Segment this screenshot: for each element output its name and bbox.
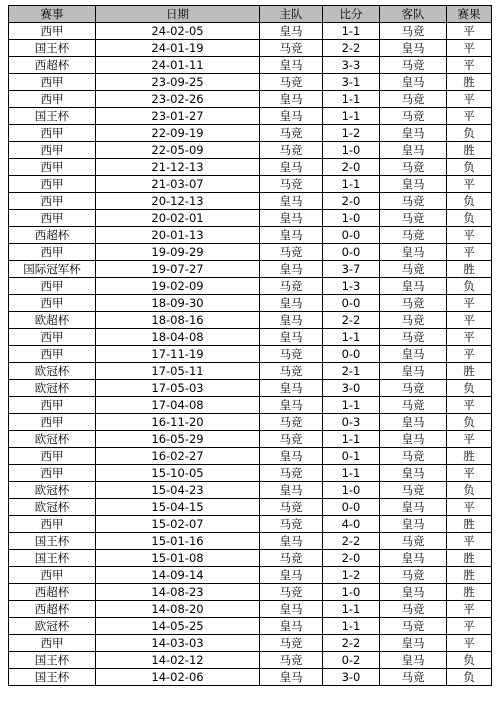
away-team-cell: 皇马: [380, 244, 447, 261]
table-row: [9, 652, 492, 669]
date-cell: 15-01-08: [96, 550, 260, 567]
away-team-cell: 皇马: [380, 363, 447, 380]
competition-cell: 西甲: [9, 329, 96, 346]
home-team-cell: 皇马: [260, 227, 323, 244]
result-cell: 平: [447, 108, 492, 125]
home-team-cell: 马竞: [260, 635, 323, 652]
home-team-cell: 马竞: [260, 74, 323, 91]
result-cell: 负: [447, 210, 492, 227]
table-body: [9, 23, 492, 686]
table-row: [9, 91, 492, 108]
result-cell: 负: [447, 380, 492, 397]
score-cell: 1-1: [323, 465, 380, 482]
date-cell: 14-02-12: [96, 652, 260, 669]
result-cell: 平: [447, 499, 492, 516]
table-row: [9, 227, 492, 244]
competition-cell: 西甲: [9, 159, 96, 176]
away-team-cell: 皇马: [380, 40, 447, 57]
competition-cell: 西甲: [9, 244, 96, 261]
competition-cell: 国际冠军杯: [9, 261, 96, 278]
table-row: [9, 329, 492, 346]
date-cell: 14-02-06: [96, 669, 260, 686]
score-cell: 3-1: [323, 74, 380, 91]
result-cell: 胜: [447, 448, 492, 465]
table-row: [9, 159, 492, 176]
result-cell: 平: [447, 57, 492, 74]
away-team-cell: 皇马: [380, 550, 447, 567]
header-home-team: 主队: [260, 6, 323, 23]
table-row: [9, 346, 492, 363]
score-cell: 1-1: [323, 397, 380, 414]
result-cell: 平: [447, 635, 492, 652]
date-cell: 15-04-15: [96, 499, 260, 516]
score-cell: 1-1: [323, 431, 380, 448]
away-team-cell: 皇马: [380, 414, 447, 431]
date-cell: 17-05-03: [96, 380, 260, 397]
competition-cell: 西超杯: [9, 601, 96, 618]
away-team-cell: 马竞: [380, 91, 447, 108]
home-team-cell: 皇马: [260, 210, 323, 227]
table-row: [9, 108, 492, 125]
header-away-team: 客队: [380, 6, 447, 23]
away-team-cell: 马竞: [380, 193, 447, 210]
competition-cell: 西甲: [9, 295, 96, 312]
score-cell: 3-7: [323, 261, 380, 278]
competition-cell: 西甲: [9, 125, 96, 142]
competition-cell: 欧冠杯: [9, 618, 96, 635]
table-row: [9, 295, 492, 312]
result-cell: 平: [447, 346, 492, 363]
date-cell: 17-04-08: [96, 397, 260, 414]
competition-cell: 欧冠杯: [9, 482, 96, 499]
table-row: [9, 312, 492, 329]
competition-cell: 西甲: [9, 516, 96, 533]
competition-cell: 国王杯: [9, 108, 96, 125]
competition-cell: 国王杯: [9, 669, 96, 686]
away-team-cell: 马竞: [380, 57, 447, 74]
home-team-cell: 皇马: [260, 91, 323, 108]
date-cell: 15-10-05: [96, 465, 260, 482]
date-cell: 17-05-11: [96, 363, 260, 380]
result-cell: 胜: [447, 516, 492, 533]
score-cell: 0-0: [323, 295, 380, 312]
home-team-cell: 马竞: [260, 244, 323, 261]
result-cell: 平: [447, 23, 492, 40]
home-team-cell: 皇马: [260, 329, 323, 346]
result-cell: 胜: [447, 550, 492, 567]
table-row: [9, 584, 492, 601]
score-cell: 2-2: [323, 40, 380, 57]
result-cell: 平: [447, 533, 492, 550]
result-cell: 负: [447, 652, 492, 669]
date-cell: 17-11-19: [96, 346, 260, 363]
table-row: [9, 482, 492, 499]
competition-cell: 西甲: [9, 448, 96, 465]
away-team-cell: 皇马: [380, 431, 447, 448]
table-row: [9, 465, 492, 482]
competition-cell: 国王杯: [9, 533, 96, 550]
away-team-cell: 皇马: [380, 652, 447, 669]
home-team-cell: 马竞: [260, 40, 323, 57]
home-team-cell: 马竞: [260, 142, 323, 159]
date-cell: 22-09-19: [96, 125, 260, 142]
result-cell: 平: [447, 176, 492, 193]
home-team-cell: 马竞: [260, 363, 323, 380]
home-team-cell: 皇马: [260, 397, 323, 414]
home-team-cell: 马竞: [260, 652, 323, 669]
home-team-cell: 马竞: [260, 176, 323, 193]
home-team-cell: 皇马: [260, 159, 323, 176]
home-team-cell: 马竞: [260, 499, 323, 516]
score-cell: 1-2: [323, 125, 380, 142]
date-cell: 20-01-13: [96, 227, 260, 244]
score-cell: 0-0: [323, 227, 380, 244]
away-team-cell: 皇马: [380, 142, 447, 159]
score-cell: 0-1: [323, 448, 380, 465]
score-cell: 1-0: [323, 210, 380, 227]
date-cell: 22-05-09: [96, 142, 260, 159]
home-team-cell: 马竞: [260, 431, 323, 448]
score-cell: 0-2: [323, 652, 380, 669]
date-cell: 16-05-29: [96, 431, 260, 448]
competition-cell: 西甲: [9, 346, 96, 363]
competition-cell: 欧冠杯: [9, 380, 96, 397]
competition-cell: 西甲: [9, 176, 96, 193]
date-cell: 19-07-27: [96, 261, 260, 278]
result-cell: 负: [447, 669, 492, 686]
away-team-cell: 马竞: [380, 312, 447, 329]
score-cell: 3-3: [323, 57, 380, 74]
competition-cell: 西甲: [9, 397, 96, 414]
table-row: [9, 363, 492, 380]
competition-cell: 西甲: [9, 567, 96, 584]
score-cell: 2-0: [323, 550, 380, 567]
score-cell: 2-0: [323, 159, 380, 176]
score-cell: 1-1: [323, 618, 380, 635]
away-team-cell: 马竞: [380, 448, 447, 465]
away-team-cell: 马竞: [380, 533, 447, 550]
home-team-cell: 马竞: [260, 465, 323, 482]
away-team-cell: 皇马: [380, 499, 447, 516]
competition-cell: 国王杯: [9, 40, 96, 57]
table-row: [9, 516, 492, 533]
result-cell: 平: [447, 618, 492, 635]
result-cell: 负: [447, 159, 492, 176]
result-cell: 胜: [447, 74, 492, 91]
score-cell: 2-1: [323, 363, 380, 380]
result-cell: 负: [447, 125, 492, 142]
date-cell: 14-08-20: [96, 601, 260, 618]
home-team-cell: 皇马: [260, 618, 323, 635]
table-row: [9, 567, 492, 584]
table-row: [9, 550, 492, 567]
away-team-cell: 马竞: [380, 159, 447, 176]
table-row: [9, 261, 492, 278]
away-team-cell: 马竞: [380, 227, 447, 244]
score-cell: 0-3: [323, 414, 380, 431]
score-cell: 2-2: [323, 312, 380, 329]
header-competition: 赛事: [9, 6, 96, 23]
score-cell: 1-2: [323, 567, 380, 584]
table-row: [9, 278, 492, 295]
result-cell: 胜: [447, 584, 492, 601]
away-team-cell: 马竞: [380, 567, 447, 584]
away-team-cell: 马竞: [380, 108, 447, 125]
date-cell: 18-04-08: [96, 329, 260, 346]
away-team-cell: 马竞: [380, 601, 447, 618]
result-cell: 平: [447, 431, 492, 448]
header-date: 日期: [96, 6, 260, 23]
result-cell: 平: [447, 295, 492, 312]
away-team-cell: 马竞: [380, 295, 447, 312]
home-team-cell: 马竞: [260, 125, 323, 142]
competition-cell: 国王杯: [9, 550, 96, 567]
score-cell: 1-1: [323, 176, 380, 193]
result-cell: 负: [447, 414, 492, 431]
date-cell: 24-01-19: [96, 40, 260, 57]
away-team-cell: 马竞: [380, 210, 447, 227]
away-team-cell: 皇马: [380, 125, 447, 142]
date-cell: 14-08-23: [96, 584, 260, 601]
result-cell: 平: [447, 312, 492, 329]
competition-cell: 西甲: [9, 414, 96, 431]
score-cell: 4-0: [323, 516, 380, 533]
result-cell: 胜: [447, 261, 492, 278]
result-cell: 负: [447, 482, 492, 499]
home-team-cell: 马竞: [260, 550, 323, 567]
home-team-cell: 皇马: [260, 380, 323, 397]
home-team-cell: 皇马: [260, 601, 323, 618]
result-cell: 胜: [447, 567, 492, 584]
table-row: [9, 23, 492, 40]
score-cell: 1-1: [323, 91, 380, 108]
table-row: [9, 210, 492, 227]
date-cell: 24-02-05: [96, 23, 260, 40]
table-row: [9, 142, 492, 159]
table-row: [9, 125, 492, 142]
score-cell: 1-3: [323, 278, 380, 295]
competition-cell: 国王杯: [9, 652, 96, 669]
home-team-cell: 皇马: [260, 448, 323, 465]
result-cell: 负: [447, 278, 492, 295]
table-row: [9, 499, 492, 516]
home-team-cell: 皇马: [260, 669, 323, 686]
table-row: [9, 40, 492, 57]
table-row: [9, 669, 492, 686]
competition-cell: 西超杯: [9, 57, 96, 74]
date-cell: 16-11-20: [96, 414, 260, 431]
home-team-cell: 马竞: [260, 278, 323, 295]
date-cell: 20-02-01: [96, 210, 260, 227]
away-team-cell: 皇马: [380, 635, 447, 652]
score-cell: 1-0: [323, 142, 380, 159]
result-cell: 平: [447, 329, 492, 346]
table-row: [9, 618, 492, 635]
away-team-cell: 皇马: [380, 278, 447, 295]
competition-cell: 西甲: [9, 91, 96, 108]
header-row: [9, 6, 492, 23]
home-team-cell: 皇马: [260, 533, 323, 550]
home-team-cell: 马竞: [260, 414, 323, 431]
away-team-cell: 皇马: [380, 346, 447, 363]
score-cell: 2-2: [323, 533, 380, 550]
date-cell: 14-05-25: [96, 618, 260, 635]
result-cell: 平: [447, 91, 492, 108]
table-row: [9, 57, 492, 74]
table-row: [9, 397, 492, 414]
competition-cell: 欧冠杯: [9, 431, 96, 448]
table-row: [9, 448, 492, 465]
home-team-cell: 皇马: [260, 261, 323, 278]
home-team-cell: 皇马: [260, 23, 323, 40]
competition-cell: 西甲: [9, 74, 96, 91]
date-cell: 20-12-13: [96, 193, 260, 210]
away-team-cell: 皇马: [380, 176, 447, 193]
competition-cell: 欧超杯: [9, 312, 96, 329]
table-row: [9, 380, 492, 397]
score-cell: 3-0: [323, 669, 380, 686]
score-cell: 1-0: [323, 482, 380, 499]
score-cell: 0-0: [323, 499, 380, 516]
home-team-cell: 皇马: [260, 108, 323, 125]
home-team-cell: 皇马: [260, 295, 323, 312]
home-team-cell: 皇马: [260, 567, 323, 584]
away-team-cell: 马竞: [380, 397, 447, 414]
score-cell: 1-1: [323, 108, 380, 125]
date-cell: 14-09-14: [96, 567, 260, 584]
date-cell: 23-02-26: [96, 91, 260, 108]
home-team-cell: 皇马: [260, 312, 323, 329]
date-cell: 23-09-25: [96, 74, 260, 91]
away-team-cell: 马竞: [380, 380, 447, 397]
competition-cell: 西甲: [9, 210, 96, 227]
date-cell: 24-01-11: [96, 57, 260, 74]
result-cell: 平: [447, 397, 492, 414]
date-cell: 21-03-07: [96, 176, 260, 193]
away-team-cell: 皇马: [380, 465, 447, 482]
score-cell: 1-1: [323, 23, 380, 40]
home-team-cell: 马竞: [260, 346, 323, 363]
away-team-cell: 马竞: [380, 23, 447, 40]
date-cell: 16-02-27: [96, 448, 260, 465]
match-history-document: [8, 5, 491, 686]
date-cell: 15-01-16: [96, 533, 260, 550]
competition-cell: 西甲: [9, 193, 96, 210]
score-cell: 1-1: [323, 601, 380, 618]
result-cell: 胜: [447, 363, 492, 380]
competition-cell: 西甲: [9, 635, 96, 652]
score-cell: 0-0: [323, 244, 380, 261]
table-row: [9, 74, 492, 91]
date-cell: 19-02-09: [96, 278, 260, 295]
table-row: [9, 431, 492, 448]
table-row: [9, 244, 492, 261]
competition-cell: 欧冠杯: [9, 499, 96, 516]
away-team-cell: 皇马: [380, 74, 447, 91]
home-team-cell: 皇马: [260, 193, 323, 210]
home-team-cell: 马竞: [260, 584, 323, 601]
table-header: [9, 6, 492, 23]
competition-cell: 西甲: [9, 142, 96, 159]
header-score: 比分: [323, 6, 380, 23]
date-cell: 15-04-23: [96, 482, 260, 499]
away-team-cell: 马竞: [380, 329, 447, 346]
away-team-cell: 马竞: [380, 669, 447, 686]
result-cell: 平: [447, 227, 492, 244]
score-cell: 1-0: [323, 584, 380, 601]
score-cell: 2-2: [323, 635, 380, 652]
table-row: [9, 601, 492, 618]
away-team-cell: 马竞: [380, 482, 447, 499]
competition-cell: 西甲: [9, 278, 96, 295]
competition-cell: 西超杯: [9, 227, 96, 244]
home-team-cell: 皇马: [260, 57, 323, 74]
result-cell: 平: [447, 40, 492, 57]
date-cell: 15-02-07: [96, 516, 260, 533]
date-cell: 14-03-03: [96, 635, 260, 652]
competition-cell: 欧冠杯: [9, 363, 96, 380]
date-cell: 21-12-13: [96, 159, 260, 176]
result-cell: 平: [447, 465, 492, 482]
home-team-cell: 皇马: [260, 482, 323, 499]
away-team-cell: 皇马: [380, 516, 447, 533]
score-cell: 0-0: [323, 346, 380, 363]
header-result: 赛果: [447, 6, 492, 23]
table-row: [9, 635, 492, 652]
table-row: [9, 193, 492, 210]
away-team-cell: 皇马: [380, 584, 447, 601]
score-cell: 3-0: [323, 380, 380, 397]
result-cell: 负: [447, 193, 492, 210]
away-team-cell: 马竞: [380, 618, 447, 635]
competition-cell: 西甲: [9, 465, 96, 482]
result-cell: 平: [447, 601, 492, 618]
result-cell: 平: [447, 244, 492, 261]
date-cell: 18-09-30: [96, 295, 260, 312]
score-cell: 1-1: [323, 329, 380, 346]
table-row: [9, 533, 492, 550]
competition-cell: 西甲: [9, 23, 96, 40]
table-row: [9, 414, 492, 431]
competition-cell: 西超杯: [9, 584, 96, 601]
away-team-cell: 马竞: [380, 261, 447, 278]
match-history-table: [8, 5, 492, 686]
score-cell: 2-0: [323, 193, 380, 210]
result-cell: 胜: [447, 142, 492, 159]
date-cell: 18-08-16: [96, 312, 260, 329]
table-row: [9, 176, 492, 193]
date-cell: 19-09-29: [96, 244, 260, 261]
date-cell: 23-01-27: [96, 108, 260, 125]
home-team-cell: 马竞: [260, 516, 323, 533]
